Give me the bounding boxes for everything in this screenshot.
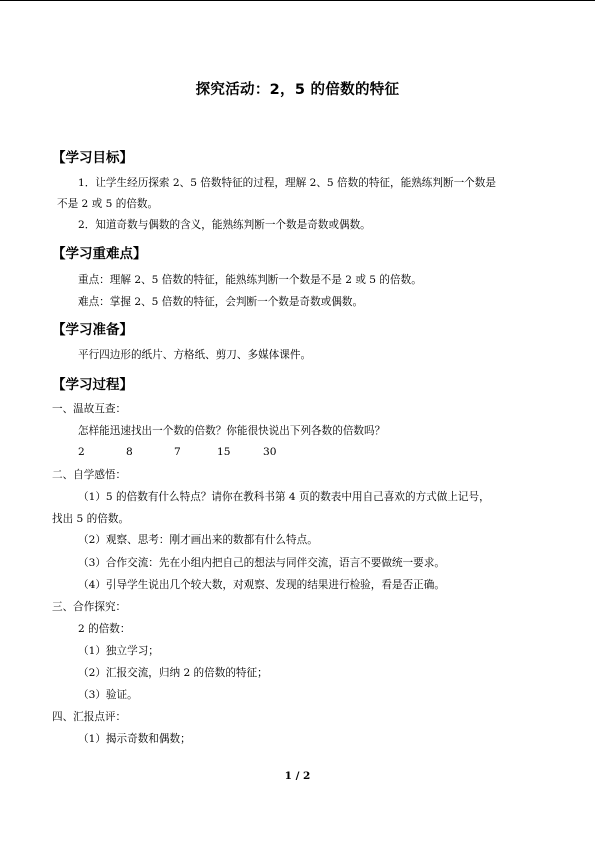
heading-key-points: 【学习重难点】: [52, 246, 147, 262]
process-section-1: 一、温故互查：: [52, 403, 127, 415]
goal-line-1: 1．让学生经历探索 2、5 倍数特征的过程，理解 2、5 倍数的特征，能熟练判断一个数是: [78, 177, 496, 189]
process-2-item-1: （1）5 的倍数有什么特点？请你在教科书第 4 页的数表中用自己喜欢的方式做上记号，: [78, 491, 490, 503]
process-2-item-3: （3）合作交流：先在小组内把自己的想法与同伴交流，语言不要做统一要求。: [78, 557, 445, 569]
process-3-item-2: （2）汇报交流，归纳 2 的倍数的特征；: [78, 667, 268, 679]
goal-line-1-cont: 不是 2 或 5 的倍数。: [57, 198, 159, 210]
process-2-item-1-cont: 找出 5 的倍数。: [52, 513, 130, 525]
process-section-1-question: 怎样能迅速找出一个数的倍数？你能很快说出下列各数的倍数吗？: [78, 425, 386, 437]
number-item: 30: [263, 446, 277, 458]
page-title: 探究活动：2，5 的倍数的特征: [195, 82, 400, 98]
number-item: 2: [78, 446, 85, 458]
preparation-line: 平行四边形的纸片、方格纸、剪刀、多媒体课件。: [78, 349, 312, 361]
key-point-line-2: 难点：掌握 2、5 倍数的特征，会判断一个数是奇数或偶数。: [78, 296, 364, 308]
heading-goals: 【学习目标】: [52, 150, 133, 166]
number-item: 15: [217, 446, 231, 458]
process-section-3: 三、合作探究：: [52, 601, 127, 613]
number-item: 7: [174, 446, 181, 458]
process-2-item-2: （2）观察、思考：刚才画出来的数都有什么特点。: [78, 534, 318, 546]
process-3-item-3: （3）验证。: [78, 689, 138, 701]
process-3-subheading: 2 的倍数：: [78, 623, 131, 635]
process-3-item-1: （1）独立学习；: [78, 645, 159, 657]
heading-process: 【学习过程】: [52, 377, 133, 393]
heading-preparation: 【学习准备】: [52, 322, 133, 338]
goal-line-2: 2．知道奇数与偶数的含义，能熟练判断一个数是奇数或偶数。: [78, 219, 371, 231]
key-point-line-1: 重点：理解 2、5 倍数的特征，能熟练判断一个数是不是 2 或 5 的倍数。: [78, 274, 422, 286]
number-item: 8: [126, 446, 133, 458]
process-section-4: 四、汇报点评：: [52, 711, 127, 723]
process-4-item-1: （1）揭示奇数和偶数；: [78, 733, 191, 745]
process-2-item-4: （4）引导学生说出几个较大数，对观察、发现的结果进行检验，看是否正确。: [78, 579, 445, 591]
process-section-2: 二、自学感悟：: [52, 469, 127, 481]
page-number: 1 / 2: [284, 770, 311, 782]
top-rule: [0, 0, 595, 1]
